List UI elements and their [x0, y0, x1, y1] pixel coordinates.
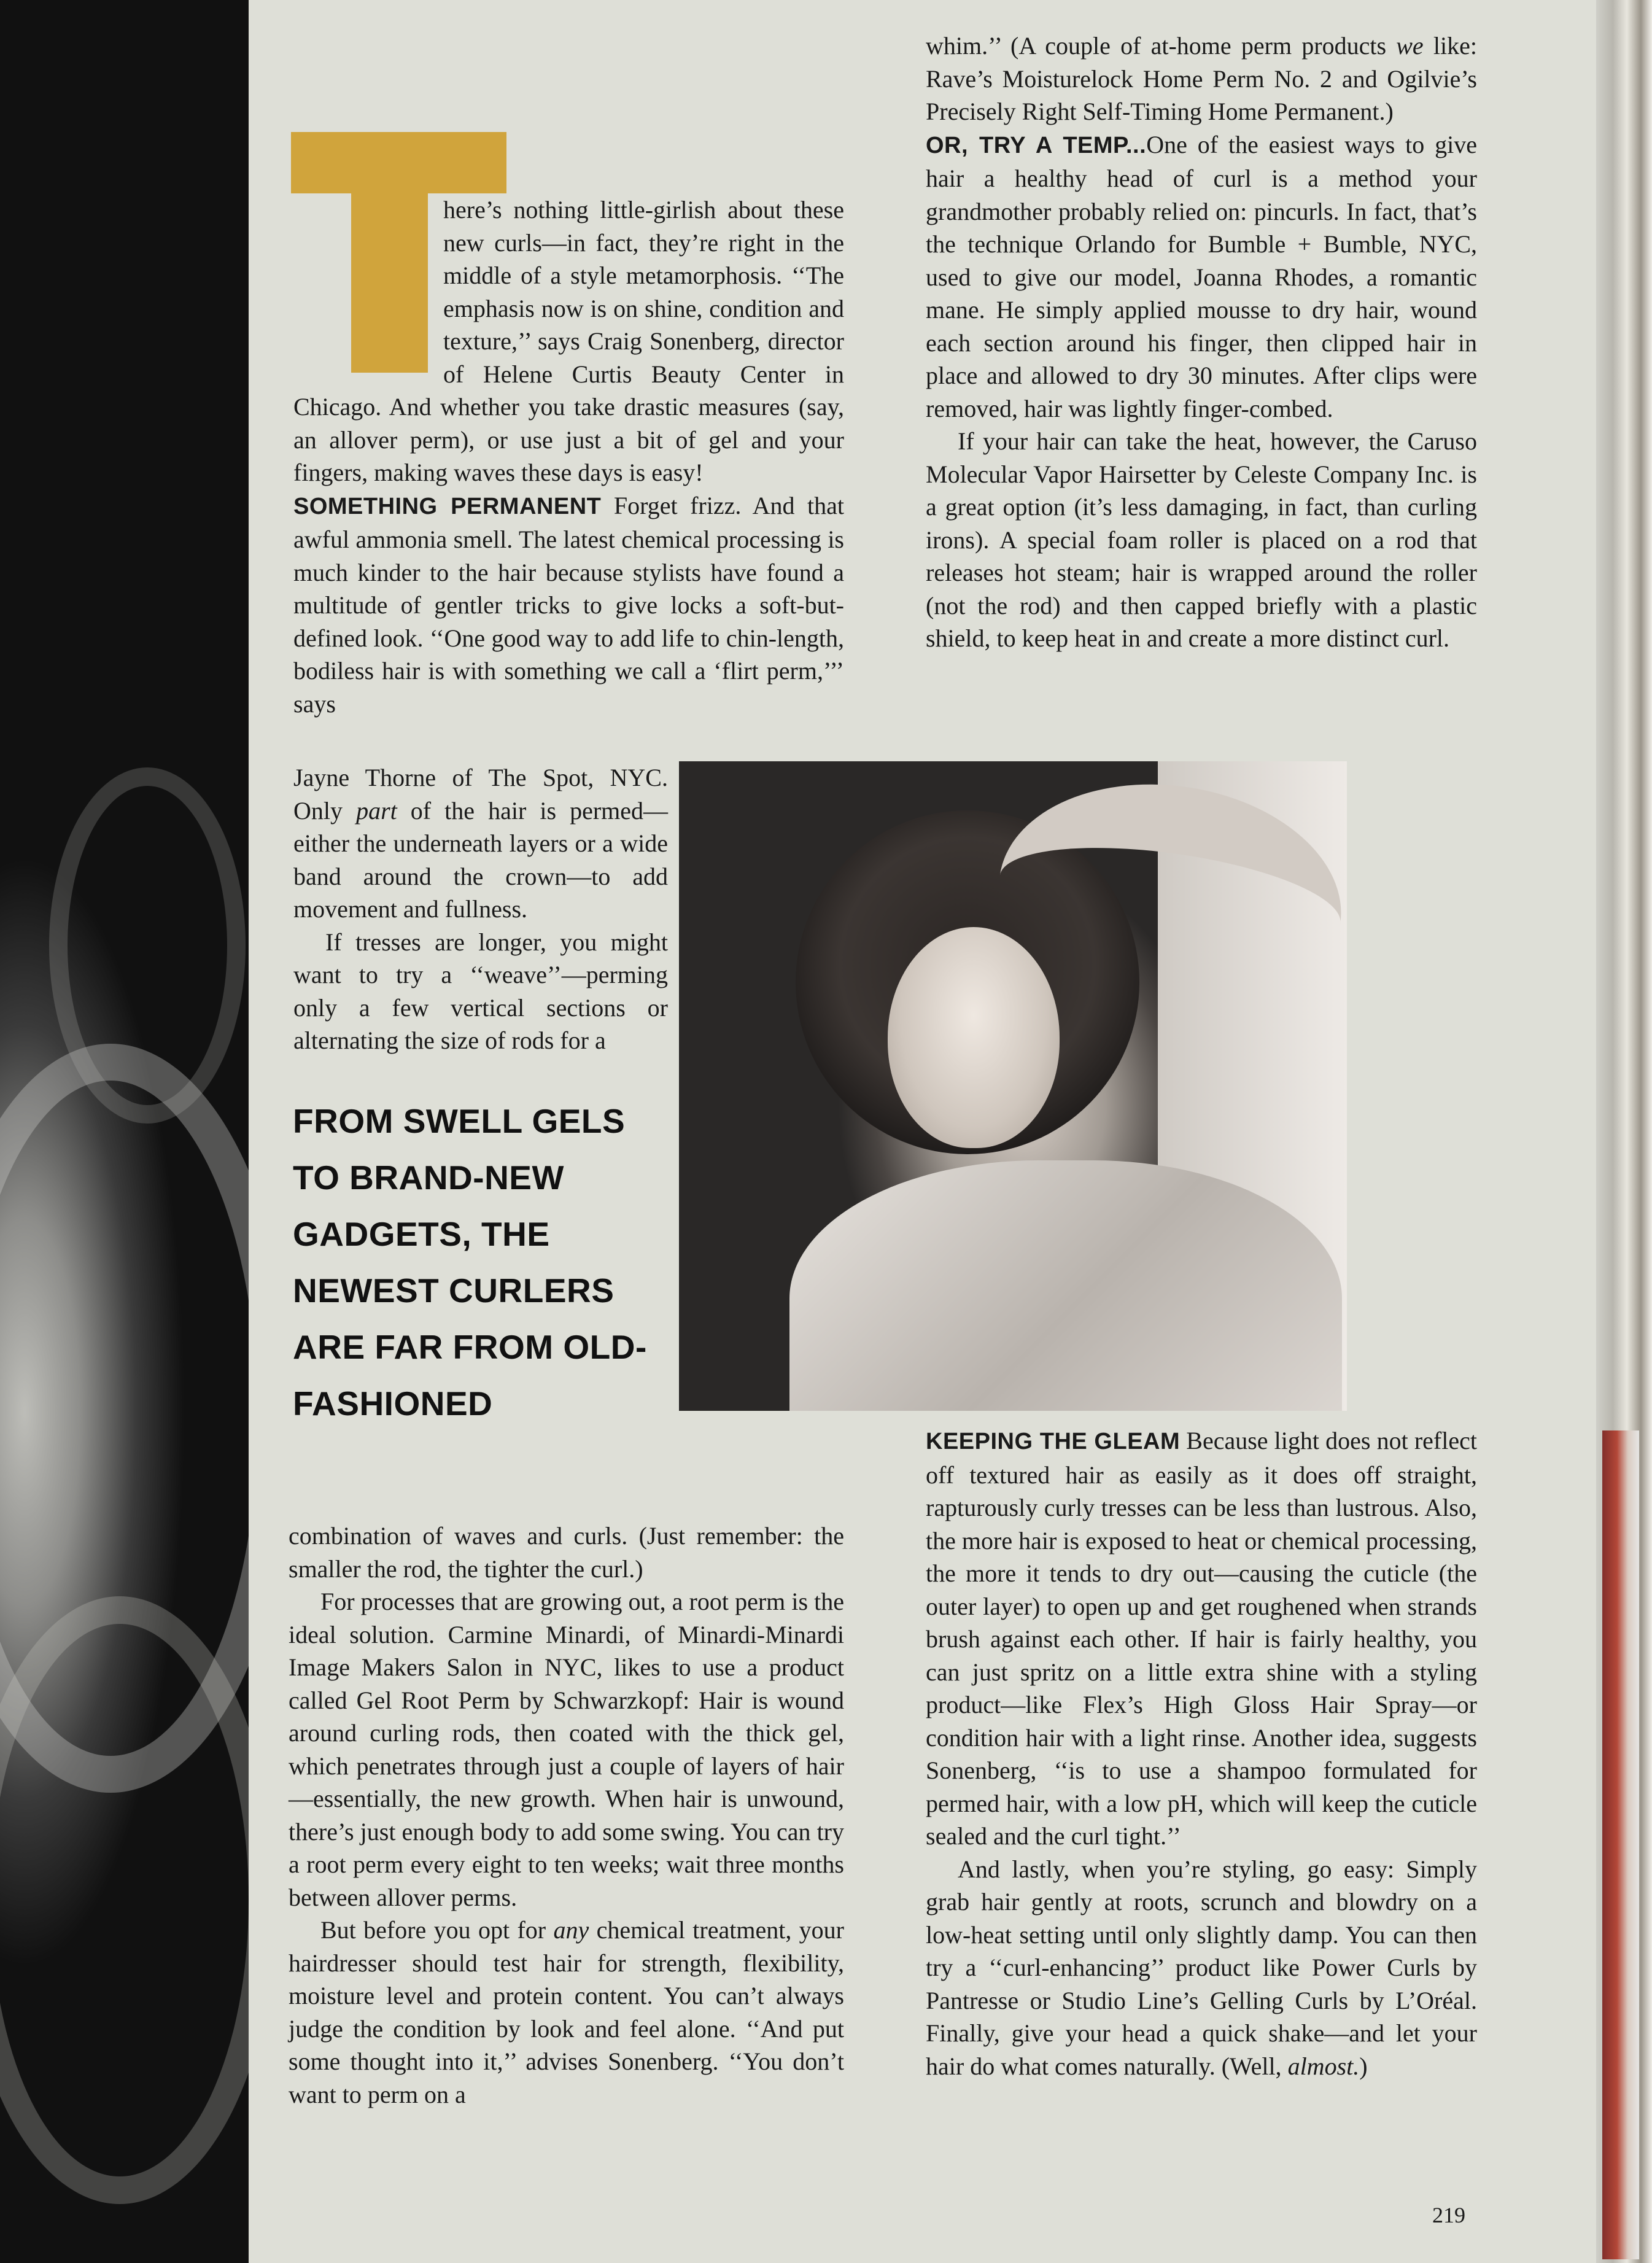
styling-paragraph: And lastly, when you’re styling, go easy: Simply grab hair gently at roots, scrunch and blowdry on a low-heat setting until only slightly damp. You can then try a ‘‘curl-enhancing’’ product like Power Curls by Pantresse or Studio Line’s Gelling Curls by L’Oréal. Finally, give your head a quick shake—and let your hair do what comes naturally. (Well, almost.) [926, 1855, 1477, 2080]
hair-curl-shape [49, 767, 246, 1124]
drop-cap [291, 132, 443, 364]
left-column-bottom [289, 1520, 844, 2111]
temp-paragraph: OR, TRY A TEMP...One of the easiest ways to give hair a healthy head of curl is a method your grandmother probably relied on: pincurls. In fact, that’s the technique Orlando for Bumble + Bumble, NYC, used to give our model, Joanna Rhodes, a romantic mane. He simply applied mousse to dry hair, wound each section around his finger, then clipped hair in place and allowed to dry 30 minutes. After clips were removed, hair was lightly finger-combed. [926, 130, 1478, 422]
home-perm-paragraph: whim.’’ (A couple of at-home perm products we like: Rave’s Moisturelock Home Perm No. 2 and Ogilvie’s Precisely Right Self-Timing Home Permanent.) [926, 32, 1477, 125]
photo-shirt [789, 1160, 1342, 1411]
chemical-treatment-paragraph: But before you opt for any chemical treatment, your hairdresser should test hair for strength, flexibility, moisture level and protein content. You can’t always judge the condition by look and feel alone. ‘‘And put some thought into it,’’ advises Sonenberg. ‘‘You don’t want to perm on a [289, 1916, 844, 2108]
hair-curl-shape [0, 1596, 249, 2204]
photo-face [888, 927, 1060, 1148]
section-heading-permanent: SOMETHING PERMANENT [293, 493, 602, 519]
model-photo [679, 761, 1347, 1411]
gleam-paragraph: KEEPING THE GLEAM Because light does not reflect off textured hair as easily as it does off straight, rapturously curly tresses can be less than lustrous. Also, the more hair is exposed to heat or chemical processing, the more it tends to dry out—causing the cuticle (the outer layer) to open up and get roughened when strands brush against each other. If hair is fairly healthy, you can just spritz on a little extra shine with a styling product—like Flex’s High Gloss Hair Spray—or condition hair with a light rinse. Another idea, suggests Sonenberg, ‘‘is to use a shampoo formulated for permed hair, with a low pH, which will keep the cuticle sealed and the curl tight.’’ [926, 1427, 1477, 1850]
right-column-top [926, 29, 1477, 655]
permanent-paragraph-cont: Jayne Thorne of The Spot, NYC. Only part of the hair is permed—either the underneath layers or a wide band around the crown—to add movement and fullness. [293, 764, 669, 923]
section-heading-temp: OR, TRY A TEMP... [926, 132, 1147, 158]
intro-paragraph: here’s nothing little-girlish about these new curls—in fact, they’re right in the middle of a style metamorphosis. ‘‘The emphasis now is on shine, condition and texture,’’ says Craig Sonenberg, director of Helene Curtis Beauty Center in Chicago. And whether you take drastic measures (say, an allover perm), or use just a bit of gel and your fingers, making waves these days is easy! [293, 196, 844, 486]
drop-cap-stem [351, 193, 428, 373]
root-perm-paragraph: For processes that are growing out, a root perm is the ideal solution. Carmine Minardi, of Minardi-Minardi Image Makers Salon in NYC, likes to use a product called Gel Root Perm by Schwarzkopf: Hair is wound around curling rods, then coated with the thick gel, which penetrates through just a couple of layers of hair—essentially, the new growth. When hair is unwound, there’s just enough body to add some swing. You can try a root perm every eight to ten weeks; wait three months between allover perms. [289, 1588, 844, 1911]
drop-cap-bar [291, 132, 506, 193]
permanent-paragraph: SOMETHING PERMANENT Forget frizz. And that awful ammonia smell. The latest chemical processing is much kinder to the hair because stylists have found a multitude of gentler tricks to give locks a soft-but-defined look. ‘‘One good way to add life to chin-length, bodiless hair is with something we call a ‘flirt perm,’’’ says [293, 491, 844, 718]
right-page-edge [1596, 0, 1652, 2263]
left-edge-photo [0, 0, 249, 2263]
adjacent-page-strip [1602, 1430, 1639, 2259]
page-number: 219 [1432, 2203, 1465, 2227]
left-column-top [293, 193, 844, 720]
weave-paragraph-cont: combination of waves and curls. (Just remember: the smaller the rod, the tighter the curl.) [289, 1522, 844, 1583]
section-heading-gleam: KEEPING THE GLEAM [926, 1429, 1181, 1454]
heat-paragraph: If your hair can take the heat, however, the Caruso Molecular Vapor Hairsetter by Celeste Company Inc. is a great option (it’s less damaging, in fact, than curling irons). A special foam roller is placed on a rod that releases hot steam; hair is wrapped around the roller (not the rod) and then capped briefly with a plastic shield, to keep heat in and create a more distinct curl. [926, 427, 1477, 652]
right-column-bottom [926, 1424, 1477, 2083]
pull-quote: FROM SWELL GELS TO BRAND-NEW GADGETS, THE NEWEST CURLERS ARE FAR FROM OLD-FASHIONED [293, 1102, 647, 1423]
left-column-narrow [293, 761, 668, 1057]
weave-paragraph: If tresses are longer, you might want to try a ‘‘weave’’—perming only a few vertical sections or alternating the size of rods for a [293, 928, 668, 1054]
